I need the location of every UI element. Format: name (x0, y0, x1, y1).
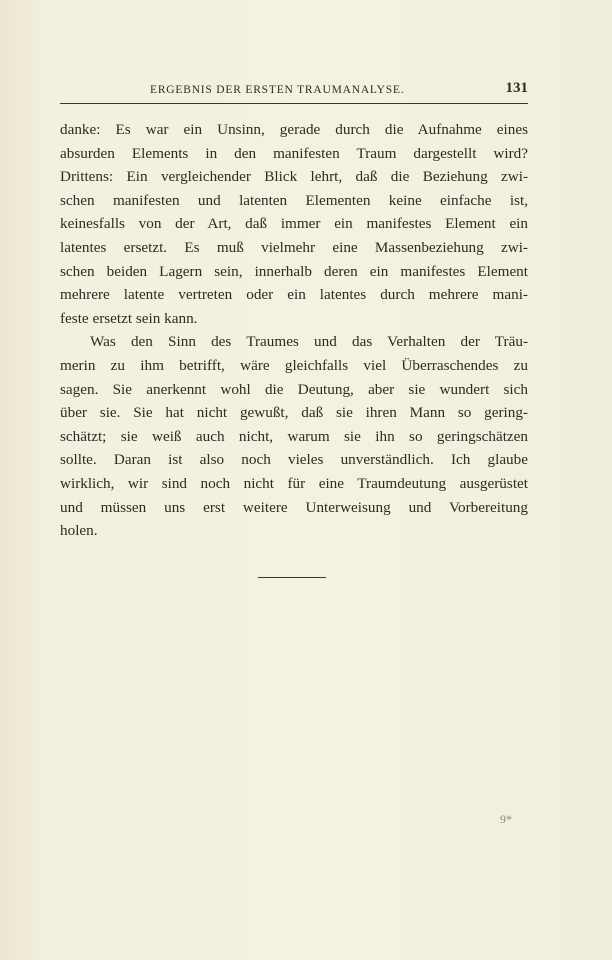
paragraph-1 (60, 118, 528, 330)
text-line: über sie. Sie hat nicht gewußt, daß sie ihren Mann so gering- (60, 404, 528, 422)
text-line: und müssen uns erst weitere Unterweisung und Vorbereitung (60, 498, 528, 516)
text-line: wirklich, wir sind noch nicht für eine Traumdeutung ausgerüstet (60, 474, 528, 492)
text-line: mehrere latente vertreten oder ein latentes durch mehrere mani- (60, 286, 528, 304)
paragraph-2 (60, 330, 528, 542)
page-number: 131 (505, 80, 528, 96)
text-line: schätzt; sie weiß auch nicht, warum sie ihn so geringschätzen (60, 427, 528, 445)
text-line: sagen. Sie anerkennt wohl die Deutung, aber sie wundert sich (60, 380, 528, 398)
text-line: holen. (60, 522, 98, 540)
text-line: Was den Sinn des Traumes und das Verhalten der Träu- (90, 333, 528, 351)
text-line: Drittens: Ein vergleichender Blick lehrt, daß die Beziehung zwi- (60, 168, 528, 186)
text-line: latentes ersetzt. Es muß vielmehr eine Massenbeziehung zwi- (60, 238, 528, 256)
signature-mark: 9* (500, 812, 512, 826)
text-line: keinesfalls von der Art, daß immer ein manifestes Element ein (60, 215, 528, 233)
header-rule (60, 103, 528, 104)
text-line: merin zu ihm betrifft, wäre gleichfalls viel Überraschendes zu (60, 356, 528, 374)
text-line: danke: Es war ein Unsinn, gerade durch die Aufnahme eines (60, 121, 528, 138)
text-line: feste ersetzt sein kann. (60, 309, 198, 327)
text-line: absurden Elements in den manifesten Traum dargestellt wird? (60, 144, 528, 162)
page-header (60, 80, 528, 102)
text-line: schen beiden Lagern sein, innerhalb deren ein manifestes Element (60, 262, 528, 280)
running-head: ERGEBNIS DER ERSTEN TRAUMANALYSE. (150, 84, 405, 96)
text-line: schen manifesten und latenten Elementen keine einfache ist, (60, 191, 528, 209)
section-separator-rule (258, 577, 326, 578)
body-text (60, 118, 528, 543)
text-line: sollte. Daran ist also noch vieles unverständlich. Ich glaube (60, 451, 528, 469)
